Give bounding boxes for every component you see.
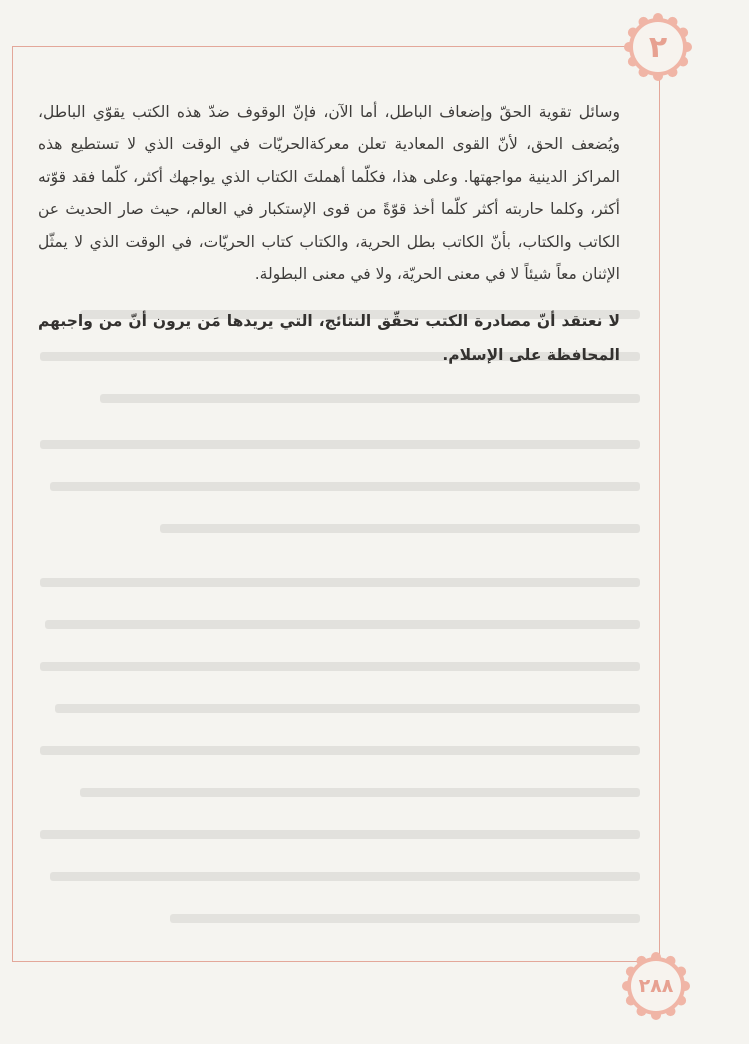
paragraph-1: وسائل تقوية الحقّ وإضعاف الباطل، أما الآن، فإنّ الوقوف ضدّ هذه الكتب يقوّي الباطل، ويُضعف الحق، لأنّ القوى المعادية تعلن معركةالحريّات في الوقت الذي لا تستطيع هذه المراكز الدينية مواجهتها. وعلى هذا، فكلّما أهملتَ الكتاب الذي يواجهك أكثر، كلّما فقد قوّته أكثر، وكلما حاربته أكثر كلّما أخذ قوّةً من قوى الإستكبار في العالم، حيث صار الحديث عن الكاتب والكتاب، بأنّ الكاتب بطل الحرية، والكتاب كتاب الحريّات، في الوقت الذي لا يمثّل الإثنان معاً شيئاً لا في معنى الحريّة، ولا في معنى البطولة. xyxy=(38,103,620,284)
body-text xyxy=(38,96,620,372)
page-number-badge xyxy=(620,950,692,1022)
chapter-number-badge xyxy=(622,11,694,83)
page-number: ٢٨٨ xyxy=(638,975,674,997)
chapter-number: ٢ xyxy=(648,29,668,65)
paragraph-2-bold: لا نعتقد أنّ مصادرة الكتب تحقّق النتائج، التي يريدها مَن يرون أنّ من واجبهم المحافظة على الإسلام. xyxy=(38,312,620,365)
